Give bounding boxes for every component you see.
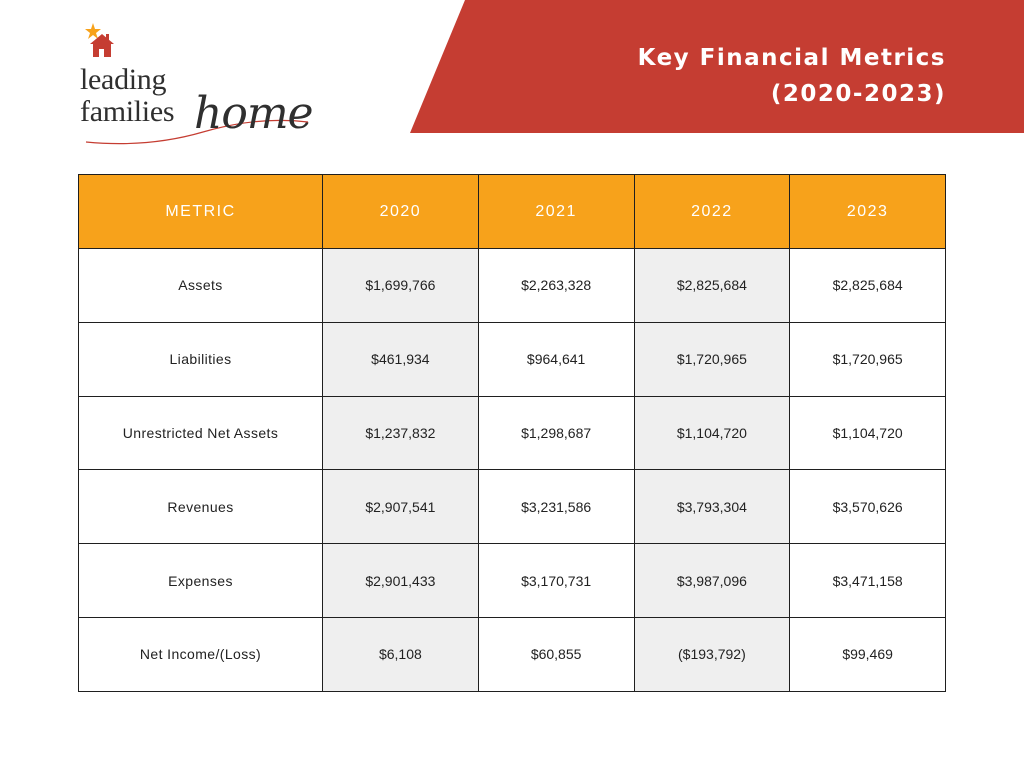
value-cell-2020: $2,901,433 xyxy=(323,544,479,618)
table-row xyxy=(79,322,946,396)
logo-text-leading: leading xyxy=(80,63,167,96)
value-cell-2020: $2,907,541 xyxy=(323,470,479,544)
value-cell-2023: $3,471,158 xyxy=(790,544,946,618)
value-cell-2022: $3,793,304 xyxy=(634,470,790,544)
house-icon xyxy=(90,34,114,57)
logo-text-home: home xyxy=(194,88,313,139)
value-cell-2023: $3,570,626 xyxy=(790,470,946,544)
page-title-line1: Key Financial Metrics xyxy=(637,45,946,71)
metric-name-cell: Expenses xyxy=(79,544,323,618)
metric-name-cell: Unrestricted Net Assets xyxy=(79,396,323,470)
table-row xyxy=(79,544,946,618)
column-header-2021: 2021 xyxy=(478,175,634,249)
value-cell-2020: $461,934 xyxy=(323,322,479,396)
value-cell-2021: $964,641 xyxy=(478,322,634,396)
page-title xyxy=(526,40,946,112)
value-cell-2022: ($193,792) xyxy=(634,617,790,691)
logo-text-families: families xyxy=(80,95,175,128)
value-cell-2021: $60,855 xyxy=(478,617,634,691)
value-cell-2022: $3,987,096 xyxy=(634,544,790,618)
metric-name-cell: Net Income/(Loss) xyxy=(79,617,323,691)
title-banner xyxy=(410,0,1024,133)
page-title-line2: (2020-2023) xyxy=(770,81,946,107)
column-header-metric: METRIC xyxy=(79,175,323,249)
value-cell-2021: $3,231,586 xyxy=(478,470,634,544)
star-icon xyxy=(85,23,101,39)
table-header xyxy=(79,175,946,249)
value-cell-2023: $1,720,965 xyxy=(790,322,946,396)
value-cell-2020: $1,699,766 xyxy=(323,249,479,323)
value-cell-2022: $1,104,720 xyxy=(634,396,790,470)
table-row xyxy=(79,617,946,691)
table-row xyxy=(79,470,946,544)
table-body xyxy=(79,249,946,692)
metric-name-cell: Assets xyxy=(79,249,323,323)
metric-name-cell: Liabilities xyxy=(79,322,323,396)
value-cell-2022: $2,825,684 xyxy=(634,249,790,323)
value-cell-2023: $2,825,684 xyxy=(790,249,946,323)
value-cell-2021: $1,298,687 xyxy=(478,396,634,470)
leading-families-home-logo xyxy=(78,20,318,160)
value-cell-2023: $1,104,720 xyxy=(790,396,946,470)
value-cell-2023: $99,469 xyxy=(790,617,946,691)
value-cell-2021: $3,170,731 xyxy=(478,544,634,618)
table-header-row xyxy=(79,175,946,249)
table-row xyxy=(79,396,946,470)
metric-name-cell: Revenues xyxy=(79,470,323,544)
column-header-2023: 2023 xyxy=(790,175,946,249)
value-cell-2020: $1,237,832 xyxy=(323,396,479,470)
column-header-2022: 2022 xyxy=(634,175,790,249)
financial-metrics-table xyxy=(78,174,946,692)
table-row xyxy=(79,249,946,323)
value-cell-2021: $2,263,328 xyxy=(478,249,634,323)
value-cell-2022: $1,720,965 xyxy=(634,322,790,396)
column-header-2020: 2020 xyxy=(323,175,479,249)
value-cell-2020: $6,108 xyxy=(323,617,479,691)
